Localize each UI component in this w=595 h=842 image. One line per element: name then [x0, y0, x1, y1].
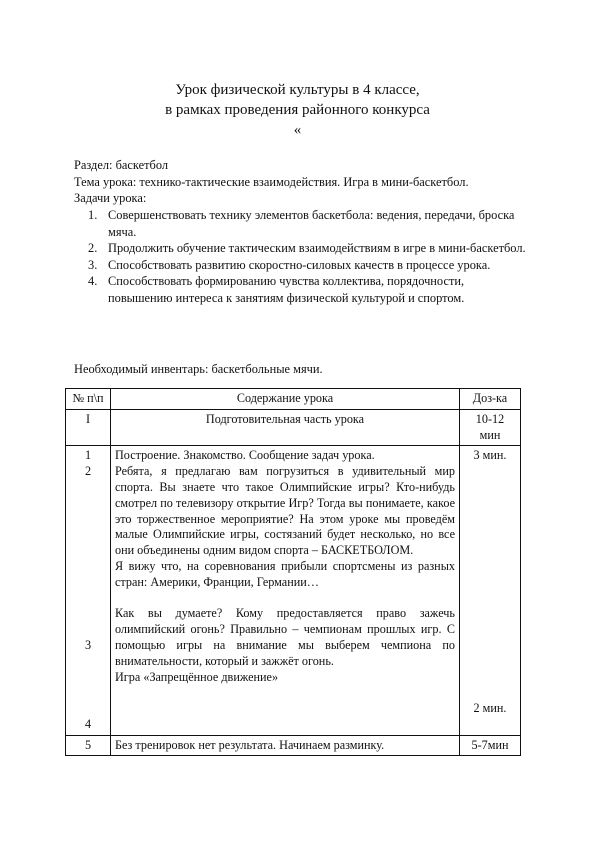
title-line-1: Урок физической культуры в 4 классе,: [175, 82, 420, 98]
title-line-3: «: [293, 122, 302, 138]
row-dose: 2 мин.: [473, 701, 507, 716]
task-item: [88, 273, 528, 306]
table-row: [66, 735, 521, 756]
header-num: № п\п: [66, 389, 111, 410]
row-num: 4: [84, 716, 92, 731]
inventory-label: Необходимый инвентарь: баскетбольные мячи.: [74, 362, 323, 376]
row-dose: 3 мин.: [473, 448, 507, 463]
row-numbers: [66, 446, 111, 735]
task-text: Совершенствовать технику элементов баскетбола: ведения, передачи, броска мяча.: [108, 208, 515, 239]
row-contents: [111, 446, 460, 735]
task-item: [88, 240, 528, 257]
task-text: Продолжить обучение тактическим взаимодействиям в игре в мини-баскетбол.: [108, 241, 526, 256]
section-num: I: [66, 409, 111, 446]
task-text: Способствовать развитию скоростно-силовых качеств в процессе урока.: [108, 257, 491, 272]
section-dose: 10-12 мин: [460, 409, 521, 446]
row-text: Я вижу что, на соревнования прибыли спортсмены из разных стран: Америки, Франции, Германии…: [115, 558, 455, 589]
topic-label: Тема урока: технико-тактические взаимодействия. Игра в мини-баскетбол.: [74, 174, 469, 189]
table-header-row: [66, 389, 521, 410]
task-item: [88, 257, 528, 274]
row-num: 3: [84, 637, 92, 652]
task-text: Способствовать формированию чувства коллектива, порядочности, повышению интереса к занятиям физической культурой и спортом.: [108, 274, 465, 305]
document-title: [0, 80, 595, 140]
row-num: 2: [84, 464, 92, 479]
task-number: 1.: [88, 208, 98, 222]
header-dose: Доз-ка: [460, 389, 521, 410]
section-label: Раздел: баскетбол: [74, 158, 169, 172]
lesson-meta: [74, 157, 544, 207]
row-text: Ребята, я предлагаю вам погрузиться в удивительный мир спорта. Вы знаете что такое Олимпийские игры? Кто-нибудь смотрел по телевизору открытие Игр? Тогда вы понимаете, какое это торжественное мероприятие? На этом уроке мы проведём малые Олимпийские игры, состязаний будет несколько, но все они объединены одним видом спорта – БАСКЕТБОЛОМ.: [115, 464, 455, 558]
table-row: [66, 446, 521, 735]
row-dose: 5-7мин: [460, 735, 521, 756]
task-number: 3.: [88, 257, 98, 272]
row-num: 1: [84, 448, 92, 463]
row-text: Без тренировок нет результата. Начинаем разминку.: [111, 735, 460, 756]
task-number: 2.: [88, 241, 98, 256]
row-text: Как вы думаете? Кому предоставляется право зажечь олимпийский огонь? Правильно – чемпионам прошлых игр. С помощью игры на внимание мы выберем чемпиона по внимательности, который и зажжёт огонь.: [115, 606, 455, 668]
row-text: Построение. Знакомство. Сообщение задач урока.: [115, 448, 375, 463]
tasks-list: [88, 207, 528, 307]
lesson-table: [65, 388, 521, 756]
title-line-2: в рамках проведения районного конкурса: [165, 102, 430, 118]
row-num: 5: [66, 735, 111, 756]
section-title: Подготовительная часть урока: [111, 409, 460, 446]
task-item: [88, 207, 528, 240]
row-text: Игра «Запрещённое движение»: [115, 669, 279, 684]
tasks-label: Задачи урока:: [74, 191, 147, 206]
header-content: Содержание урока: [111, 389, 460, 410]
section-row: [66, 409, 521, 446]
row-doses: [460, 446, 521, 735]
task-number: 4.: [88, 274, 98, 289]
